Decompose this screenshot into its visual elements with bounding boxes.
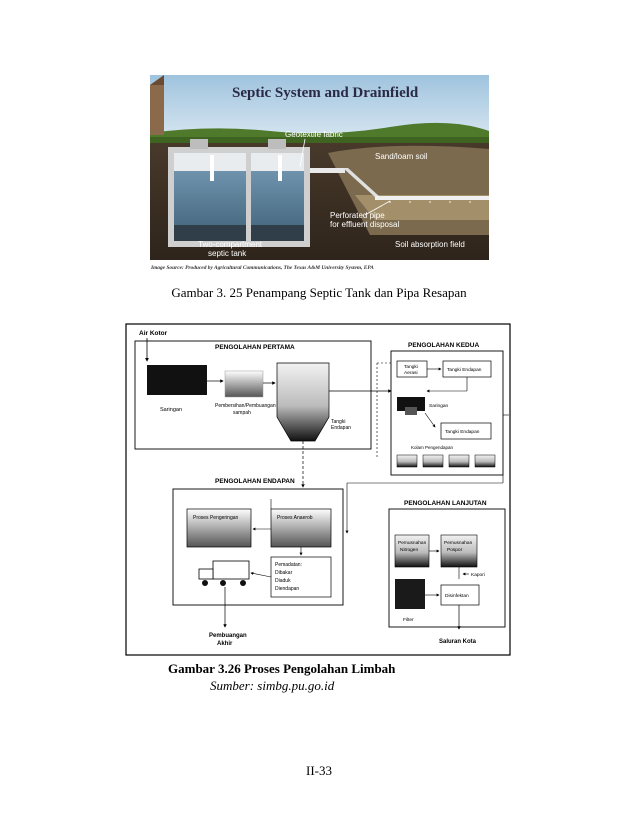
label-kapori: Kapori	[471, 573, 485, 578]
title-pertama: PENGOLAHAN PERTAMA	[215, 344, 295, 351]
label-pospor-1: Pemusnahan	[444, 541, 473, 546]
label-proses-pengeringan: Proses Pengeringan	[193, 515, 239, 521]
page-number: II-33	[306, 763, 332, 778]
wastewater-process-diagram	[125, 323, 511, 656]
figure1-caption: Gambar 3. 25 Penampang Septic Tank dan Pipa Resapan	[171, 285, 467, 300]
label-nitrogen-2: Nitrogen	[400, 548, 419, 553]
label-tangki-endapan-2: Endapan	[331, 425, 352, 431]
label-kolam-pengendapan: Kolam Pengendapan	[411, 445, 454, 450]
label-saluran-kota: Saluran Kota	[439, 639, 477, 645]
figure1-title: Septic System and Drainfield	[232, 85, 419, 101]
label-pospor-2: Pospor	[447, 548, 463, 553]
label-sand: Sand/loam soil	[375, 152, 428, 161]
label-tank-2: septic tank	[208, 249, 247, 258]
figure1-source: Image Source: Produced by Agricultural Communications, The Texas A&M University System, EPA	[151, 265, 374, 271]
label-tank-1: Two-compartment	[198, 240, 263, 249]
title-kedua: PENGOLAHAN KEDUA	[408, 342, 480, 349]
figure2-source: Sumber: simbg.pu.go.id	[210, 678, 335, 693]
septic-system-illustration	[150, 75, 489, 272]
label-pembuangan-2: Akhir	[217, 641, 233, 647]
label-pipe-1: Perforated pipe	[330, 211, 385, 220]
label-pemadatan-2: Dibakar	[275, 570, 293, 576]
label-field: Soil absorption field	[395, 240, 465, 249]
label-tangki-endapan-top: Tangki Endapan	[447, 368, 482, 373]
label-proses-anaerob: Proses Anaerob	[277, 515, 313, 521]
label-saringan-1: Saringan	[160, 407, 183, 413]
label-pembersihan-1: Pembersihan/Pembuangan	[215, 403, 276, 409]
label-tangki-aerasi-1: Tangki	[404, 365, 418, 370]
label-pipe-2: for effluent disposal	[330, 220, 400, 229]
label-geotextile: Geotextile fabric	[285, 130, 343, 139]
label-tangki-endapan-1: Tangki	[331, 419, 346, 425]
figure2-caption: Gambar 3.26 Proses Pengolahan Limbah	[168, 661, 396, 676]
label-pembuangan-1: Pembuangan	[209, 633, 247, 639]
label-filter: Filter	[403, 618, 414, 623]
label-tangki-aerasi-2: Aerasi	[404, 371, 418, 376]
label-disinfektan: Disinfektan	[445, 594, 469, 599]
label-saringan-2: Saringan	[429, 404, 449, 409]
title-endapan: PENGOLAHAN ENDAPAN	[215, 478, 295, 485]
label-pemadatan-4: Diendapan	[275, 586, 300, 592]
title-lanjutan: PENGOLAHAN LANJUTAN	[404, 500, 487, 507]
label-pembersihan-2: sampah	[233, 410, 251, 416]
label-nitrogen-1: Pemusnahan	[398, 541, 427, 546]
label-air-kotor: Air Kotor	[139, 330, 168, 337]
label-pemadatan-1: Pemadatan:	[275, 562, 302, 568]
label-tangki-endapan-mid: Tangki Endapan	[445, 430, 480, 435]
label-pemadatan-3: Diaduk	[275, 578, 291, 584]
